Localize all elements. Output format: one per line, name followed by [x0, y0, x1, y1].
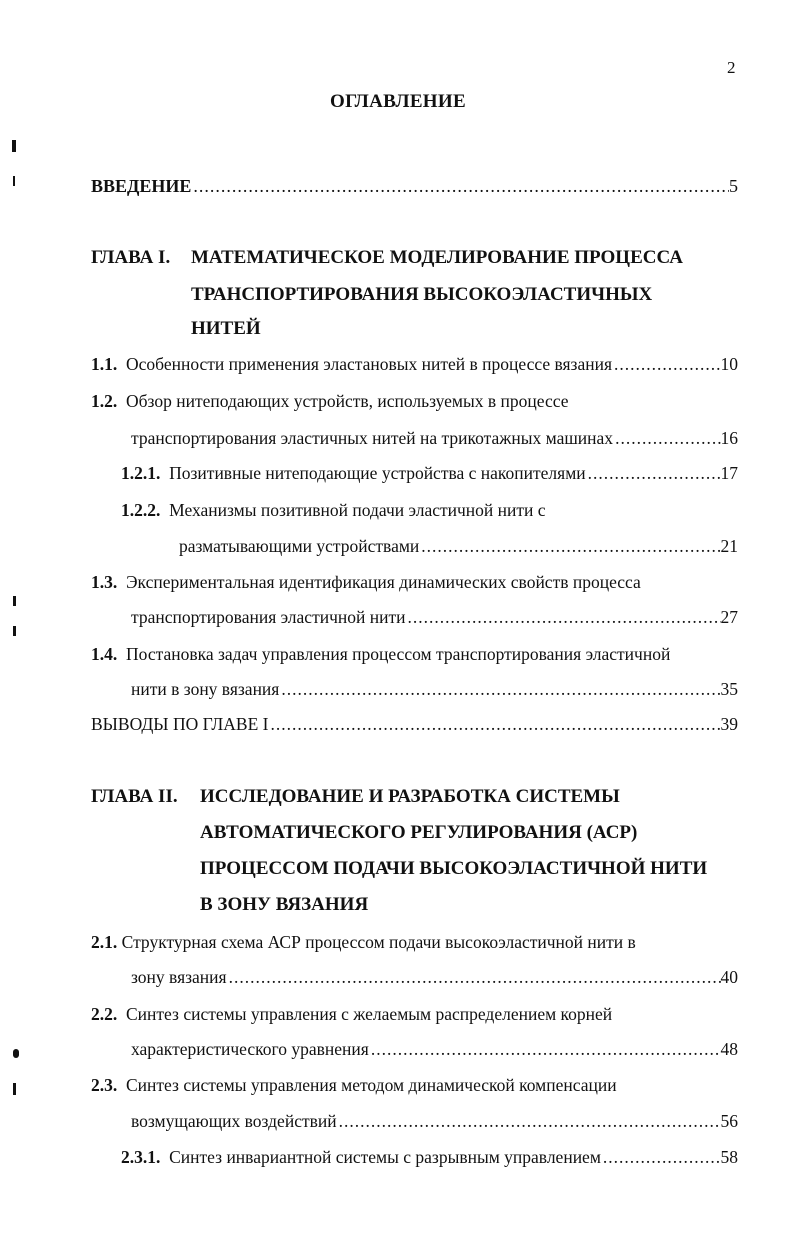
leader-dots — [588, 461, 721, 485]
toc-entry-page: 27 — [720, 607, 738, 627]
leader-dots — [229, 965, 721, 989]
scan-mark — [12, 140, 16, 152]
toc-entry-page: 40 — [720, 967, 738, 987]
toc-entry-text: зону вязания — [131, 967, 227, 987]
section-number: 1.2.1. — [121, 463, 161, 483]
leader-dots — [603, 1145, 721, 1169]
toc-entry-page: 21 — [720, 536, 738, 556]
chapter-2-title-line: В ЗОНУ ВЯЗАНИЯ — [200, 894, 369, 915]
toc-entry-page: 48 — [720, 1039, 738, 1059]
chapter-2-label: ГЛАВА II. — [91, 786, 178, 807]
toc-entry-1-3-line2[interactable] — [131, 605, 738, 629]
leader-dots — [371, 1037, 721, 1061]
leader-dots — [270, 712, 720, 736]
leader-dots — [614, 352, 720, 376]
section-number: 2.3. — [91, 1075, 118, 1095]
toc-entry-1-1[interactable] — [91, 352, 738, 376]
toc-entry-text: Позитивные нитеподающие устройства с накопителями — [169, 463, 586, 483]
toc-entry-2-2-line1[interactable] — [91, 1002, 612, 1026]
leader-dots — [615, 426, 720, 450]
toc-entry-text: Синтез системы управления с желаемым распределением корней — [126, 1004, 613, 1024]
toc-entry-text: Постановка задач управления процессом транспортирования эластичной — [126, 644, 671, 664]
toc-entry-1-2-1[interactable] — [121, 461, 738, 485]
toc-entry-1-2-line2[interactable] — [131, 426, 738, 450]
leader-dots — [339, 1109, 721, 1133]
toc-entry-2-3-line1[interactable] — [91, 1073, 617, 1097]
section-number: 1.2. — [91, 391, 118, 411]
toc-entry-2-3-line2[interactable] — [131, 1109, 738, 1133]
scan-mark — [13, 1049, 19, 1058]
toc-entry-text: ВЫВОДЫ ПО ГЛАВЕ I — [91, 714, 269, 734]
toc-entry-2-2-line2[interactable] — [131, 1037, 738, 1061]
toc-entry-text: Механизмы позитивной подачи эластичной нити с — [169, 500, 546, 520]
toc-entry-text: характеристического уравнения — [131, 1039, 369, 1059]
toc-entry-intro[interactable] — [91, 174, 738, 198]
toc-entry-text: Обзор нитеподающих устройств, используемых в процессе — [126, 391, 569, 411]
toc-entry-text: транспортирования эластичных нитей на трикотажных машинах — [131, 428, 614, 448]
toc-entry-text: Структурная схема АСР процессом подачи высокоэластичной нити в — [121, 932, 636, 952]
toc-entry-text: Синтез инвариантной системы с разрывным управлением — [169, 1147, 601, 1167]
leader-dots — [193, 174, 729, 198]
toc-entry-page: 16 — [720, 428, 738, 448]
section-number: 1.4. — [91, 644, 118, 664]
toc-entry-1-4-line2[interactable] — [131, 677, 738, 701]
scan-mark — [13, 596, 16, 606]
toc-entry-1-2-2-line1[interactable] — [121, 498, 546, 522]
leader-dots — [281, 677, 720, 701]
toc-entry-1-2-line1[interactable] — [91, 389, 568, 413]
toc-entry-1-3-line1[interactable] — [91, 570, 641, 594]
toc-entry-2-3-1[interactable] — [121, 1145, 738, 1169]
chapter-1-title-line: НИТЕЙ — [191, 318, 261, 339]
toc-entry-page: 5 — [729, 176, 738, 196]
section-number: 2.1. — [91, 932, 118, 952]
toc-entry-2-1-line1[interactable] — [91, 930, 636, 954]
toc-entry-text: нити в зону вязания — [131, 679, 280, 699]
chapter-1-label: ГЛАВА I. — [91, 247, 171, 268]
toc-entry-page: 58 — [720, 1147, 738, 1167]
toc-entry-text: Экспериментальная идентификация динамических свойств процесса — [126, 572, 641, 592]
page-number: 2 — [727, 58, 736, 77]
toc-entry-1-2-2-line2[interactable] — [179, 534, 738, 558]
section-number: 1.3. — [91, 572, 118, 592]
section-number: 2.2. — [91, 1004, 118, 1024]
toc-entry-2-1-line2[interactable] — [131, 965, 738, 989]
scan-mark — [13, 1083, 16, 1095]
leader-dots — [408, 605, 721, 629]
toc-entry-page: 56 — [720, 1111, 738, 1131]
toc-entry-text: транспортирования эластичной нити — [131, 607, 406, 627]
chapter-1-title-line: ТРАНСПОРТИРОВАНИЯ ВЫСОКОЭЛАСТИЧНЫХ — [191, 284, 653, 305]
scan-mark — [13, 176, 15, 186]
chapter-1-title-line: МАТЕМАТИЧЕСКОЕ МОДЕЛИРОВАНИЕ ПРОЦЕССА — [191, 247, 683, 268]
toc-entry-text: ВВЕДЕНИЕ — [91, 176, 192, 196]
toc-entry-page: 17 — [720, 463, 738, 483]
scan-mark — [13, 626, 16, 636]
toc-entry-page: 39 — [720, 714, 738, 734]
toc-entry-page: 35 — [720, 679, 738, 699]
section-number: 1.1. — [91, 354, 118, 374]
toc-entry-text: Синтез системы управления методом динамической компенсации — [126, 1075, 617, 1095]
toc-entry-text: Особенности применения эластановых нитей в процессе вязания — [126, 354, 613, 374]
toc-entry-conclusions-1[interactable] — [91, 712, 738, 736]
toc-entry-page: 10 — [720, 354, 738, 374]
leader-dots — [421, 534, 720, 558]
toc-entry-text: возмущающих воздействий — [131, 1111, 337, 1131]
toc-title: ОГЛАВЛЕНИЕ — [330, 91, 466, 112]
chapter-2-title-line: ИССЛЕДОВАНИЕ И РАЗРАБОТКА СИСТЕМЫ — [200, 786, 620, 807]
toc-entry-1-4-line1[interactable] — [91, 642, 670, 666]
toc-entry-text: разматывающими устройствами — [179, 536, 420, 556]
section-number: 1.2.2. — [121, 500, 161, 520]
section-number: 2.3.1. — [121, 1147, 161, 1167]
chapter-2-title-line: АВТОМАТИЧЕСКОГО РЕГУЛИРОВАНИЯ (АСР) — [200, 822, 638, 843]
chapter-2-title-line: ПРОЦЕССОМ ПОДАЧИ ВЫСОКОЭЛАСТИЧНОЙ НИТИ — [200, 858, 708, 879]
